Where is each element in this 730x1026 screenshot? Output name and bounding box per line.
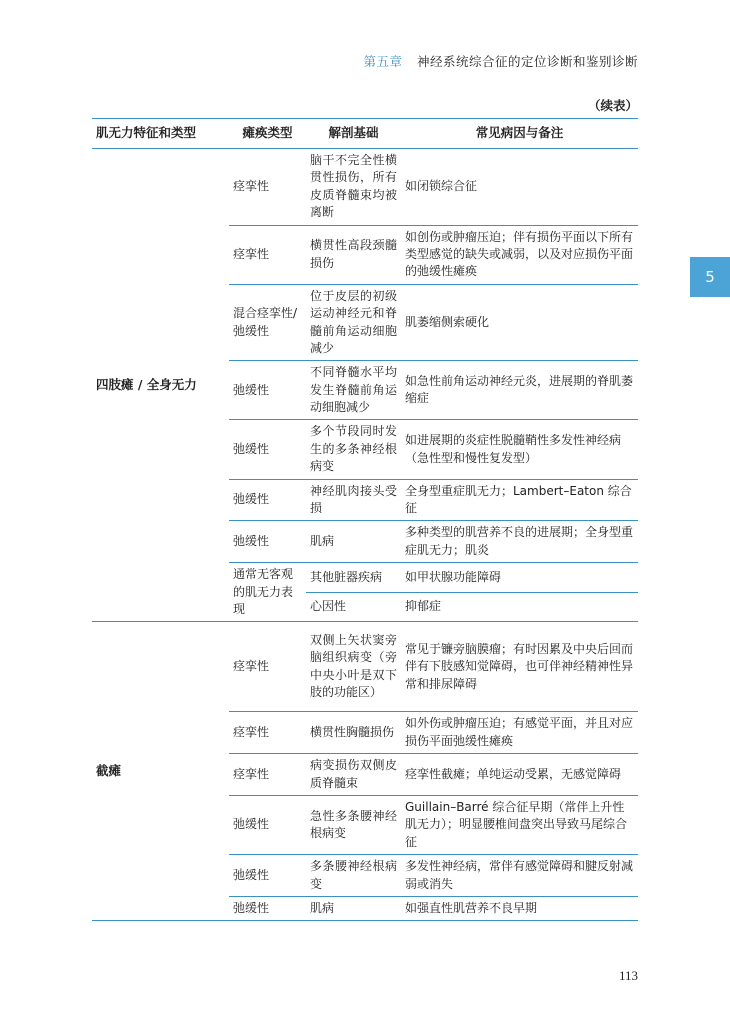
paralysis-type-cell: 弛缓性 — [229, 521, 306, 563]
paralysis-type-cell: 弛缓性 — [229, 795, 306, 854]
chapter-title: 神经系统综合征的定位诊断和鉴别诊断 — [416, 54, 638, 69]
paralysis-type-cell: 弛缓性 — [229, 855, 306, 897]
cause-cell: 如进展期的炎症性脱髓鞘性多发性神经病（急性型和慢性复发型） — [401, 420, 638, 479]
page-number: 113 — [618, 968, 638, 983]
anatomy-cell: 脑干不完全性横贯性损伤，所有皮质脊髓束均被离断 — [306, 149, 401, 226]
cause-cell: 多种类型的肌营养不良的进展期；全身型重症肌无力；肌炎 — [401, 521, 638, 563]
paralysis-type-cell: 痉挛性 — [229, 622, 306, 712]
paralysis-type-cell: 通常无客观的肌无力表现 — [229, 563, 306, 622]
cause-cell: 如急性前角运动神经元炎，进展期的脊肌萎缩症 — [401, 361, 638, 420]
anatomy-cell: 其他脏器疾病 — [306, 563, 401, 593]
anatomy-cell: 双侧上矢状窦旁脑组织病变（旁中央小叶是双下肢的功能区） — [306, 622, 401, 712]
cause-cell: 如闭锁综合征 — [401, 149, 638, 226]
header-feature: 肌无力特征和类型 — [92, 119, 229, 149]
cause-cell: 多发性神经病，常伴有感觉障碍和腱反射减弱或消失 — [401, 855, 638, 897]
table-header-row — [92, 119, 638, 149]
cause-cell: 常见于镰旁脑膜瘤；有时因累及中央后回而伴有下肢感知觉障碍，也可伴神经精神性异常和排尿障碍 — [401, 622, 638, 712]
chapter-label: 第五章 — [363, 54, 403, 69]
cause-cell: 肌萎缩侧索硬化 — [401, 284, 638, 361]
paralysis-type-cell: 痉挛性 — [229, 149, 306, 226]
anatomy-cell: 神经肌肉接头受损 — [306, 479, 401, 521]
cause-cell: 如强直性肌营养不良早期 — [401, 896, 638, 920]
cause-cell: 如甲状腺功能障碍 — [401, 563, 638, 593]
group-label: 四肢瘫 / 全身无力 — [92, 149, 229, 622]
cause-cell: 抑郁症 — [401, 592, 638, 622]
paralysis-type-cell: 弛缓性 — [229, 479, 306, 521]
paralysis-type-cell: 痉挛性 — [229, 712, 306, 754]
paralysis-type-cell: 痉挛性 — [229, 225, 306, 284]
paralysis-type-cell: 弛缓性 — [229, 420, 306, 479]
anatomy-cell: 心因性 — [306, 592, 401, 622]
running-header — [363, 52, 638, 70]
anatomy-cell: 肌病 — [306, 521, 401, 563]
table-row — [92, 149, 638, 226]
paralysis-type-cell: 痉挛性 — [229, 754, 306, 796]
header-anatomy: 解剖基础 — [306, 119, 401, 149]
weakness-table — [92, 118, 638, 921]
anatomy-cell: 横贯性胸髓损伤 — [306, 712, 401, 754]
group-label: 截瘫 — [92, 622, 229, 921]
cause-cell: 如创伤或肿瘤压迫；伴有损伤平面以下所有类型感觉的缺失或减弱，以及对应损伤平面的弛缓性瘫痪 — [401, 225, 638, 284]
cause-cell: 痉挛性截瘫；单纯运动受累，无感觉障碍 — [401, 754, 638, 796]
cause-cell: 如外伤或肿瘤压迫；有感觉平面，并且对应损伤平面弛缓性瘫痪 — [401, 712, 638, 754]
anatomy-cell: 横贯性高段颈髓损伤 — [306, 225, 401, 284]
continued-label: （续表） — [587, 98, 638, 113]
chapter-side-tab: 5 — [690, 257, 730, 297]
paralysis-type-cell: 混合痉挛性/弛缓性 — [229, 284, 306, 361]
anatomy-cell: 肌病 — [306, 896, 401, 920]
anatomy-cell: 多条腰神经根病变 — [306, 855, 401, 897]
header-cause: 常见病因与备注 — [401, 119, 638, 149]
paralysis-type-cell: 弛缓性 — [229, 361, 306, 420]
paralysis-type-cell: 弛缓性 — [229, 896, 306, 920]
cause-cell: Guillain–Barré 综合征早期（常伴上升性肌无力）；明显腰椎间盘突出导致马尾综合征 — [401, 795, 638, 854]
anatomy-cell: 多个节段同时发生的多条神经根病变 — [306, 420, 401, 479]
cause-cell: 全身型重症肌无力；Lambert–Eaton 综合征 — [401, 479, 638, 521]
anatomy-cell: 不同脊髓水平均发生脊髓前角运动细胞减少 — [306, 361, 401, 420]
table-row — [92, 622, 638, 712]
anatomy-cell: 病变损伤双侧皮质脊髓束 — [306, 754, 401, 796]
anatomy-cell: 急性多条腰神经根病变 — [306, 795, 401, 854]
anatomy-cell: 位于皮层的初级运动神经元和脊髓前角运动细胞减少 — [306, 284, 401, 361]
header-paralysis-type: 瘫痪类型 — [229, 119, 306, 149]
